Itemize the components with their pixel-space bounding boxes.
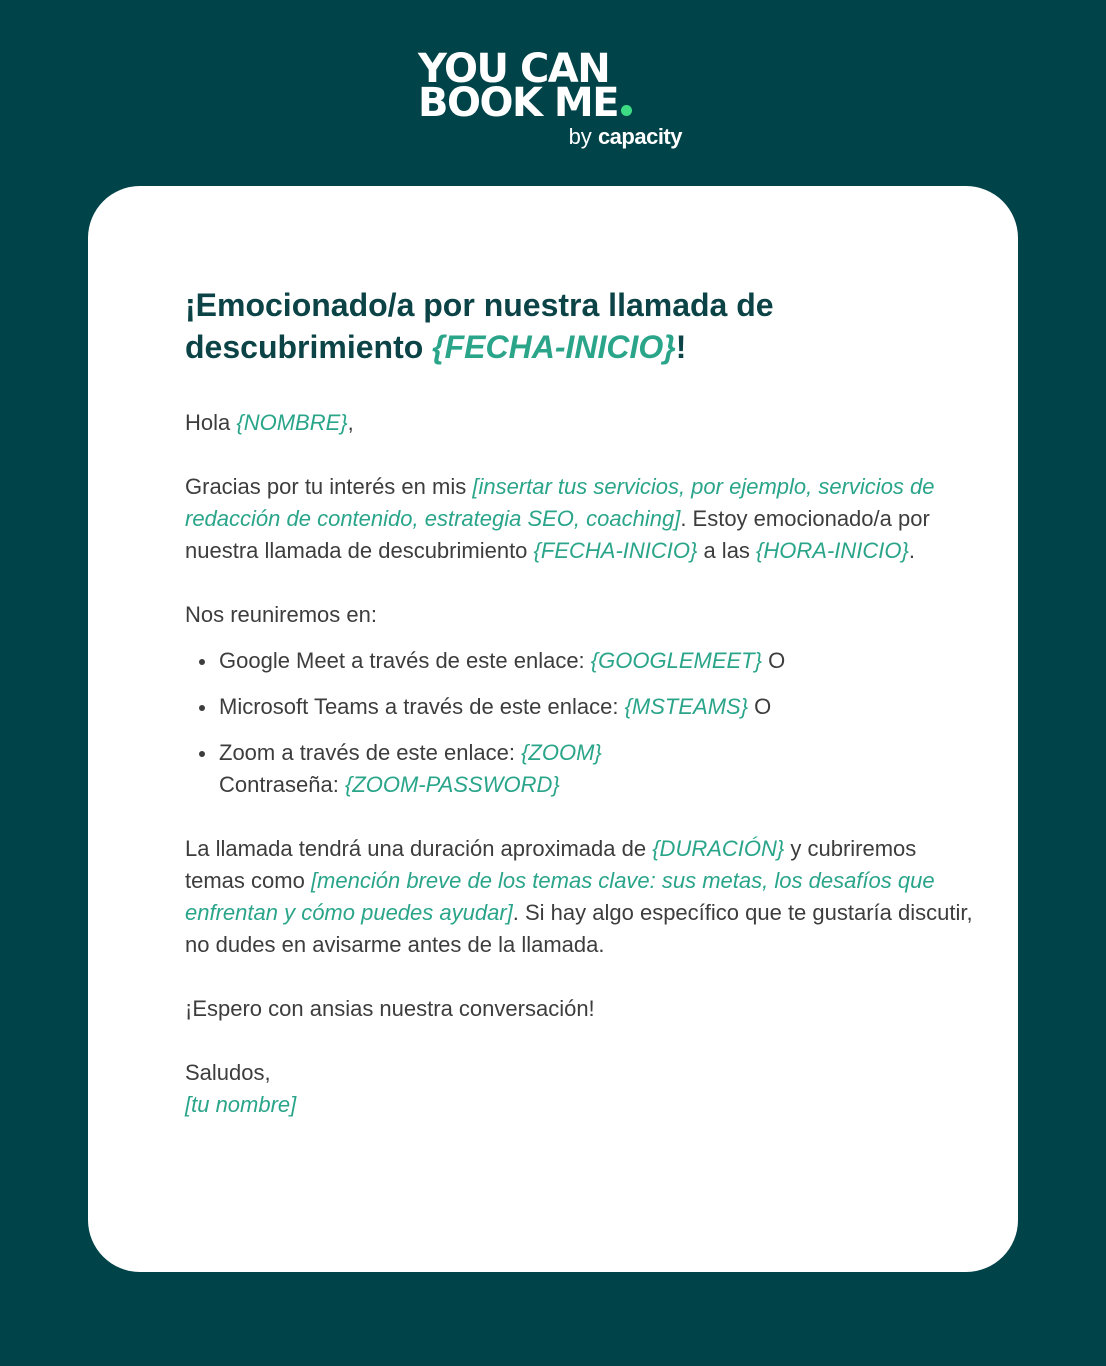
zoom-label: Zoom a través de este enlace: bbox=[219, 740, 522, 765]
title-prefix: ¡Emocionado/a por nuestra llamada de descubrimiento bbox=[185, 287, 774, 365]
start-time-placeholder: {HORA-INICIO} bbox=[756, 538, 909, 563]
sign-off: Saludos, bbox=[185, 1060, 271, 1085]
logo-line-2 bbox=[418, 80, 632, 126]
intro-text-2: . Estoy emocionado/a por nuestra llamada de descubrimiento bbox=[185, 506, 930, 563]
paragraph-agenda bbox=[185, 833, 975, 961]
logo-dot-icon bbox=[621, 105, 632, 116]
name-placeholder: {NOMBRE} bbox=[236, 410, 348, 435]
meet-label: Google Meet a través de este enlace: bbox=[219, 648, 591, 673]
meeting-options-list bbox=[185, 645, 975, 801]
paragraph-intro bbox=[185, 471, 975, 567]
googlemeet-placeholder: {GOOGLEMEET} bbox=[590, 648, 762, 673]
email-title bbox=[185, 284, 975, 368]
agenda-text-2: y cubriremos temas como bbox=[185, 836, 917, 893]
logo-line-2-text: BOOK ME bbox=[418, 80, 619, 126]
greeting-comma: , bbox=[347, 410, 354, 435]
title-date-placeholder: {FECHA-INICIO} bbox=[432, 329, 676, 365]
logo-by-capacity bbox=[569, 124, 682, 150]
signature-block bbox=[185, 1057, 975, 1121]
logo-wordmark bbox=[418, 46, 688, 152]
services-placeholder: [insertar tus servicios, por ejemplo, servicios de redacción de contenido, estrategia SEO, coaching] bbox=[185, 474, 935, 531]
logo-capacity-text: capacity bbox=[597, 124, 682, 149]
closing-line: ¡Espero con ansias nuestra conversación! bbox=[185, 996, 595, 1021]
teams-label: Microsoft Teams a través de este enlace: bbox=[219, 694, 625, 719]
email-content bbox=[185, 284, 975, 1121]
duration-placeholder: {DURACIÓN} bbox=[652, 836, 785, 861]
zoom-password-placeholder: {ZOOM-PASSWORD} bbox=[344, 772, 560, 797]
start-date-placeholder: {FECHA-INICIO} bbox=[533, 538, 698, 563]
msteams-placeholder: {MSTEAMS} bbox=[624, 694, 749, 719]
intro-text-4: . bbox=[908, 538, 915, 563]
meeting-intro: Nos reuniremos en: bbox=[185, 602, 377, 627]
intro-text-3: a las bbox=[697, 538, 757, 563]
logo-by-text: by bbox=[568, 124, 592, 149]
agenda-text-1: La llamada tendrá una duración aproximada de bbox=[185, 836, 653, 861]
list-item-google-meet bbox=[185, 645, 975, 677]
greeting-text: Hola bbox=[185, 410, 237, 435]
zoom-placeholder: {ZOOM} bbox=[521, 740, 602, 765]
agenda-text-3: . Si hay algo específico que te gustaría discutir, no dudes en avisarme antes de la llamada. bbox=[185, 900, 973, 957]
brand-logo bbox=[0, 46, 1106, 157]
signature-placeholder: [tu nombre] bbox=[185, 1092, 297, 1117]
list-item-zoom bbox=[185, 737, 975, 801]
meet-or: O bbox=[761, 648, 786, 673]
list-item-ms-teams bbox=[185, 691, 975, 723]
intro-text-1: Gracias por tu interés en mis bbox=[185, 474, 473, 499]
teams-or: O bbox=[748, 694, 772, 719]
title-suffix: ! bbox=[675, 329, 687, 365]
logo-line-1: YOU CAN bbox=[418, 46, 610, 92]
email-card bbox=[88, 186, 1018, 1272]
zoom-password-label: Contraseña: bbox=[219, 772, 345, 797]
topics-placeholder: [mención breve de los temas clave: sus metas, los desafíos que enfrentan y cómo puedes ayudar] bbox=[185, 868, 935, 925]
greeting bbox=[185, 407, 975, 439]
